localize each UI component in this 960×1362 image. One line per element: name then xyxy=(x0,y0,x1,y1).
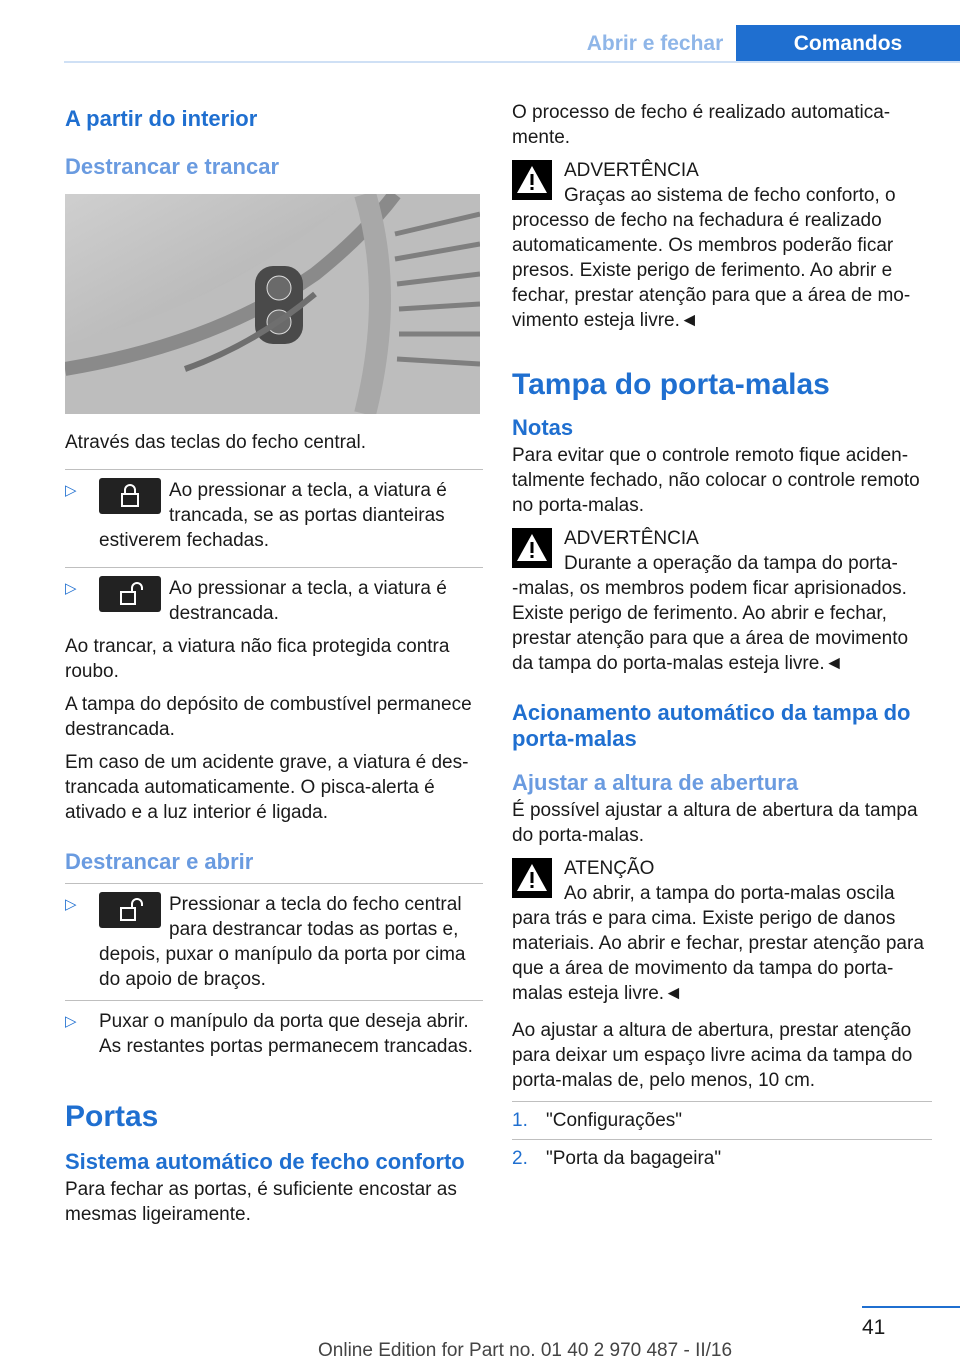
warning-text: processo de fecho na fechadura é realizado automaticamente. Os membros poderão ficar presos. Existe perigo de ferimento. Ao abrir e fechar, prestar atenção para que a área de movimento esteja livre.◄ xyxy=(512,210,911,331)
paragraph-accident: Em caso de um acidente grave, a viatura é destrancada automaticamente. O pisca-alerta é ativado e a luz interior é ligada. xyxy=(65,752,469,823)
list-item xyxy=(65,1000,483,1059)
paragraph-notes: Para evitar que o controle remoto fique acidentalmente fechado, não colocar o controle remoto no porta-malas. xyxy=(512,445,920,516)
step-text: "Configurações" xyxy=(546,1110,683,1131)
bullet-pull-text: Puxar o manípulo da porta que deseja abrir. As restantes portas permanecem trancadas. xyxy=(99,1011,473,1057)
step-number: 1. xyxy=(512,1110,528,1131)
heading-soft-close: Sistema automático de fecho conforto xyxy=(65,1149,465,1174)
warning-text-first: Durante a operação da tampa do porta- xyxy=(564,553,898,574)
unlock-key-icon xyxy=(99,576,161,612)
warning-title: ADVERTÊNCIA xyxy=(564,160,699,181)
warning-title: ADVERTÊNCIA xyxy=(564,528,699,549)
bullet-unlock-text: Ao pressionar a tecla, a viatura é destrancada. xyxy=(169,578,447,624)
bullet-lock-text: Ao pressionar a tecla, a viatura é trancada, se as portas dianteiras estiverem fechadas. xyxy=(99,480,447,551)
warning-text-first: Graças ao sistema de fecho conforto, o xyxy=(564,185,896,206)
header-divider xyxy=(64,61,960,63)
paragraph-auto: O processo de fecho é realizado automaticamente. xyxy=(512,102,891,148)
heading-auto-tailgate: Acionamento automático da tampa do porta-malas xyxy=(512,700,911,751)
bullet-mark: ▷ xyxy=(65,896,77,913)
list-item xyxy=(65,469,483,553)
warning-text: -malas, os membros podem ficar aprisionados. Existe perigo de ferimento. Ao abrir e fechar, prestar atenção para que a área de movimento da tampa do porta-malas esteja livre.◄ xyxy=(512,578,909,674)
warning-title: ATENÇÃO xyxy=(564,858,655,879)
footer-divider xyxy=(862,1306,960,1308)
door-panel-photo xyxy=(65,194,480,414)
footer-edition: Online Edition for Part no. 01 40 2 970 487 - II/16 xyxy=(318,1340,733,1361)
warning-box xyxy=(512,526,932,676)
bullet-mark: ▷ xyxy=(65,482,77,499)
bullet-mark: ▷ xyxy=(65,1013,77,1030)
warning-text: para trás e para cima. Existe perigo de danos materiais. Ao abrir e fechar, prestar atenção para que a área de movimento da tampa do porta-malas esteja livre.◄ xyxy=(512,908,924,1004)
warning-box xyxy=(512,856,932,1006)
heading-unlock-lock: Destrancar e trancar xyxy=(65,154,280,179)
list-item xyxy=(65,883,483,992)
header-tabs xyxy=(574,25,960,62)
warning-icon xyxy=(512,160,552,200)
page-number: 41 xyxy=(862,1316,886,1339)
list-item xyxy=(512,1139,932,1171)
left-column xyxy=(65,100,483,1235)
heading-notes: Notas xyxy=(512,415,574,440)
heading-height: Ajustar a altura de abertura xyxy=(512,770,799,795)
list-item xyxy=(512,1101,932,1133)
paragraph-fuel: A tampa do depósito de combustível permanece destrancada. xyxy=(65,694,472,740)
step-text: "Porta da bagageira" xyxy=(546,1148,722,1169)
bullet-mark: ▷ xyxy=(65,580,77,597)
warning-box xyxy=(512,158,932,333)
paragraph-height: É possível ajustar a altura de abertura da tampa do porta-malas. xyxy=(512,800,918,846)
paragraph-soft-close: Para fechar as portas, é suficiente encostar as mesmas ligeiramente. xyxy=(65,1179,457,1225)
paragraph-keys: Através das teclas do fecho central. xyxy=(65,432,366,453)
step-number: 2. xyxy=(512,1148,528,1169)
paragraph-space: Ao ajustar a altura de abertura, prestar atenção para deixar um espaço livre acima da tampa do porta-malas de, pelo menos, 10 cm. xyxy=(512,1020,913,1091)
tab-chapter[interactable]: Comandos xyxy=(736,25,960,62)
list-item xyxy=(65,567,483,626)
heading-interior: A partir do interior xyxy=(65,106,258,131)
heading-unlock-open: Destrancar e abrir xyxy=(65,849,254,874)
bullet-press-text: Pressionar a tecla do fecho central para destrancar todas as portas e, depois, puxar o manípulo da porta por cima do apoio de braços. xyxy=(99,894,466,990)
heading-doors: Portas xyxy=(65,1100,159,1133)
warning-text-first: Ao abrir, a tampa do porta-malas oscila xyxy=(564,883,895,904)
warning-icon xyxy=(512,528,552,568)
steps-list xyxy=(512,1101,932,1171)
warning-icon xyxy=(512,858,552,898)
paragraph-theft: Ao trancar, a viatura não fica protegida contra roubo. xyxy=(65,636,450,682)
right-column xyxy=(512,100,932,1177)
unlock-key-icon xyxy=(99,892,161,928)
tab-section[interactable]: Abrir e fechar xyxy=(574,25,736,62)
lock-key-icon xyxy=(99,478,161,514)
heading-tailgate: Tampa do porta-malas xyxy=(512,368,830,401)
